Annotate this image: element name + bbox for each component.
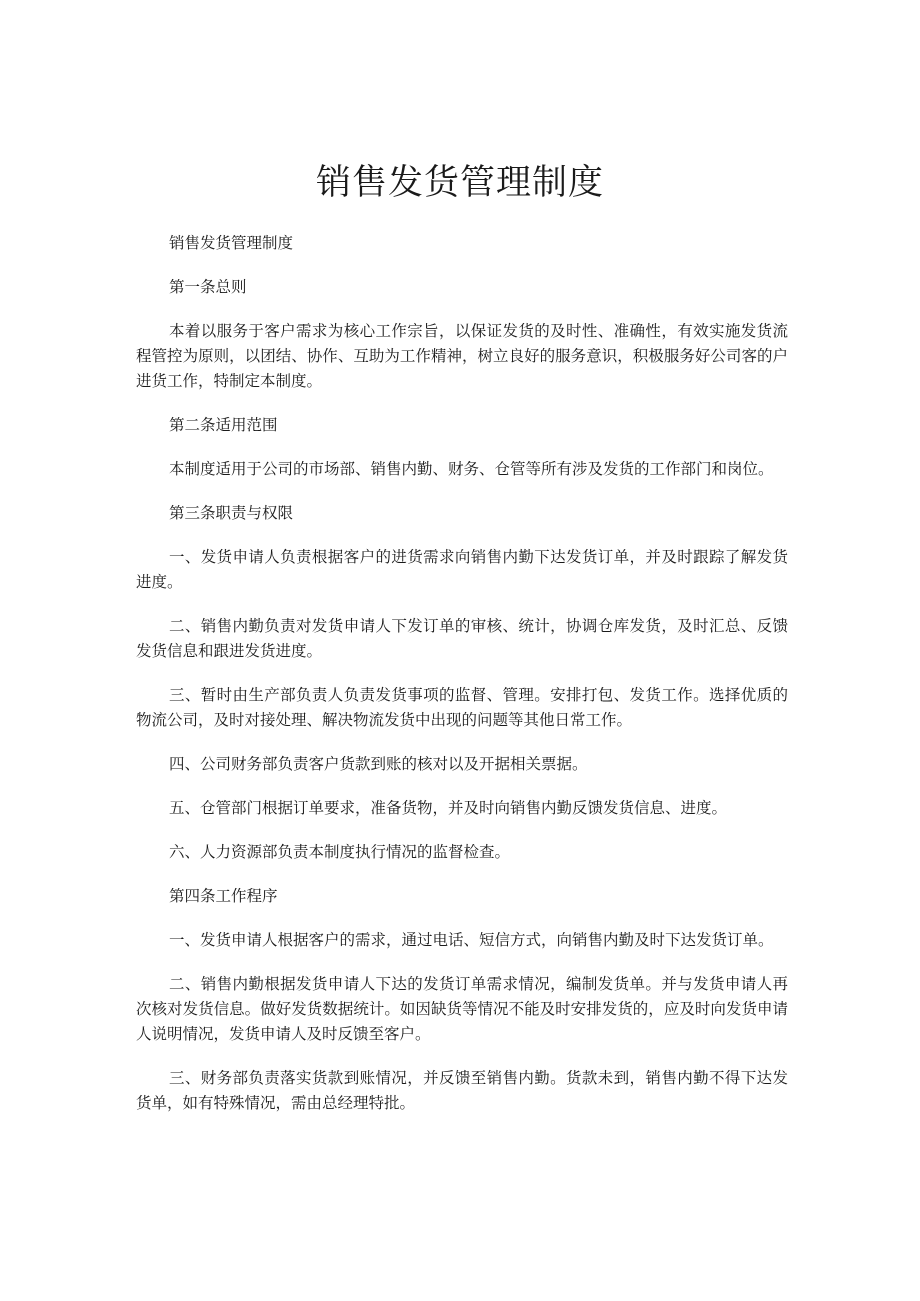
section-heading-article-3: 第三条职责与权限 — [169, 504, 294, 522]
paragraph-procedure-3: 三、财务部负责落实货款到账情况，并反馈至销售内勤。货款未到，销售内勤不得下达发货单，如有特殊情况，需由总经理特批。 — [136, 1069, 788, 1112]
document-title: 销售发货管理制度 — [315, 163, 604, 203]
paragraph-procedure-1: 一、发货申请人根据客户的需求，通过电话、短信方式，向销售内勤及时下达发货订单。 — [169, 931, 774, 949]
paragraph-duty-1: 一、发货申请人负责根据客户的进货需求向销售内勤下达发货订单，并及时跟踪了解发货进度。 — [136, 548, 788, 591]
paragraph-duty-2: 二、销售内勤负责对发货申请人下发订单的审核、统计，协调仓库发货，及时汇总、反馈发货信息和跟进发货进度。 — [136, 617, 788, 660]
paragraph-general-principles: 本着以服务于客户需求为核心工作宗旨，以保证发货的及时性、准确性，有效实施发货流程管控为原则，以团结、协作、互助为工作精神，树立良好的服务意识，积极服务好公司客的户进货工作，特制定本制度。 — [136, 322, 788, 390]
subtitle-paragraph: 销售发货管理制度 — [169, 234, 294, 252]
paragraph-duty-6: 六、人力资源部负责本制度执行情况的监督检查。 — [169, 843, 511, 861]
document-body — [136, 231, 788, 1135]
paragraph-duty-4: 四、公司财务部负责客户货款到账的核对以及开据相关票据。 — [169, 755, 588, 773]
paragraph-procedure-2: 二、销售内勤根据发货申请人下达的发货订单需求情况，编制发货单。并与发货申请人再次核对发货信息。做好发货数据统计。如因缺货等情况不能及时安排发货的，应及时向发货申请人说明情况，发货申请人及时反馈至客户。 — [136, 975, 788, 1043]
paragraph-duty-3: 三、暂时由生产部负责人负责发货事项的监督、管理。安排打包、发货工作。选择优质的物流公司，及时对接处理、解决物流发货中出现的问题等其他日常工作。 — [136, 686, 788, 729]
section-heading-article-2: 第二条适用范围 — [169, 416, 278, 434]
section-heading-article-4: 第四条工作程序 — [169, 887, 278, 905]
section-heading-article-1: 第一条总则 — [169, 278, 247, 296]
paragraph-scope: 本制度适用于公司的市场部、销售内勤、财务、仓管等所有涉及发货的工作部门和岗位。 — [169, 460, 774, 478]
paragraph-duty-5: 五、仓管部门根据订单要求，准备货物，并及时向销售内勤反馈发货信息、进度。 — [169, 799, 728, 817]
